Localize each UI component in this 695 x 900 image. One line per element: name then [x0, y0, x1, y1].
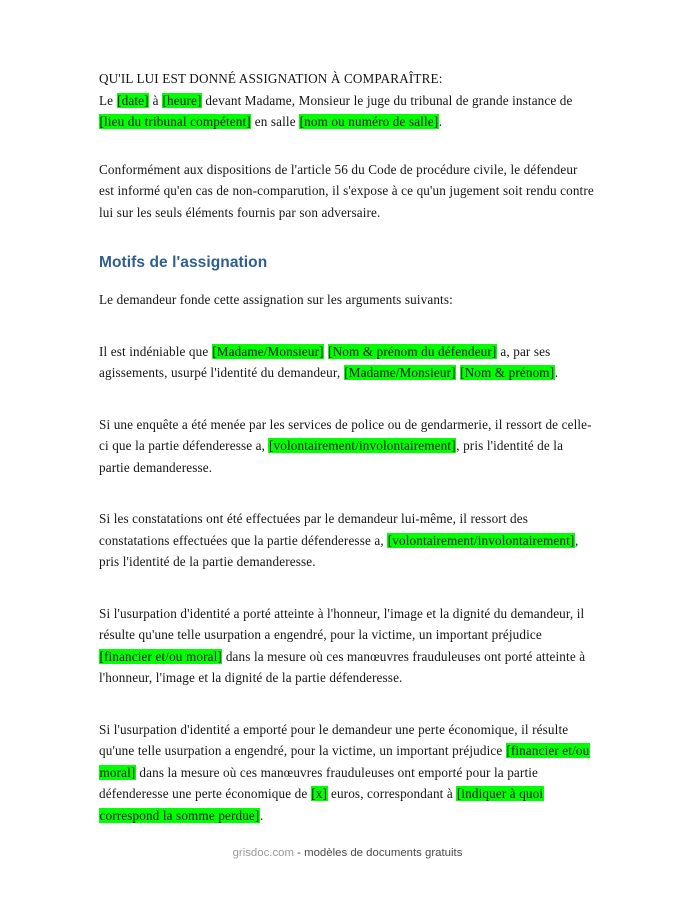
arguments-list	[99, 341, 596, 827]
notice-comparution-paragraph: Conformément aux dispositions de l'article 56 du Code de procédure civile, le défendeur est informé qu'en cas de non-comparution, il s'expose à ce qu'un jugement soit rendu contre lui sur les seuls éléments fournis par son adversaire.	[99, 161, 594, 220]
highlighted-placeholder: [volontairement/involontairement]	[268, 438, 456, 453]
argument-perte-economique: Si l'usurpation d'identité a emporté pour le demandeur une perte économique, il résulte qu'une telle usurpation a engendré, pour la victime, un important préjudice [financier et/ou moral] dans la mesure où ces manœuvres frauduleuses ont emporté pour la partie défenderesse une perte économique de [x] euros, correspondant à [indiquer à quoi correspond la somme perdue].	[99, 721, 590, 823]
footer-site-name: grisdoc.com	[232, 847, 294, 859]
spacer-after-intro	[99, 133, 596, 159]
highlighted-placeholder: [financier et/ou moral]	[99, 648, 222, 664]
spacer-between-arguments	[99, 573, 596, 603]
highlighted-placeholder: [Nom & prénom]	[460, 365, 555, 380]
section-lead-paragraph: Le demandeur fonde cette assignation sur les arguments suivants:	[99, 292, 453, 307]
highlighted-placeholder: [heure]	[162, 92, 202, 108]
spacer-before-arguments	[99, 311, 596, 341]
highlighted-placeholder: [Nom & prénom du défendeur]	[328, 343, 497, 359]
argument-enquete-police: Si une enquête a été menée par les services de police ou de gendarmerie, il ressort de celle-ci que la partie défenderesse a, [volontairement/involontairement], pris l'identité de la partie demanderesse.	[99, 416, 592, 475]
highlighted-placeholder: [x]	[311, 786, 328, 801]
highlighted-placeholder: [nom ou numéro de salle]	[299, 114, 439, 129]
intro-title-line: QU'IL LUI EST DONNÉ ASSIGNATION À COMPARAÎTRE:	[99, 71, 443, 86]
highlighted-placeholder: [indiquer à quoi correspond la somme perdue]	[99, 786, 544, 823]
highlighted-placeholder: [volontairement/involontairement]	[387, 532, 575, 548]
highlighted-placeholder: [date]	[117, 92, 149, 108]
spacer-before-section	[99, 223, 596, 253]
highlighted-placeholder: [financier et/ou moral]	[99, 743, 590, 780]
highlighted-placeholder: [lieu du tribunal compétent]	[99, 114, 251, 129]
spacer-between-arguments	[99, 689, 596, 719]
argument-constatations-demandeur: Si les constatations ont été effectuées par le demandeur lui-même, il ressort des constatations effectuées que la partie défenderesse a, [volontairement/involontairement], pris l'identité de la partie demanderesse.	[99, 511, 579, 569]
argument-atteinte-honneur: Si l'usurpation d'identité a porté atteinte à l'honneur, l'image et la dignité du demandeur, il résulte qu'une telle usurpation a engendré, pour la victime, un important préjudice [financier et/ou moral] dans la mesure où ces manœuvres frauduleuses ont porté atteinte à l'honneur, l'image et la dignité de la partie défenderesse.	[99, 605, 586, 685]
intro-assignation-paragraph: Le [date] à [heure] devant Madame, Monsieur le juge du tribunal de grande instance de [lieu du tribunal compétent] en salle [nom ou numéro de salle].	[99, 92, 573, 129]
page-footer	[0, 846, 695, 861]
spacer-between-arguments	[99, 478, 596, 508]
footer-tagline: - modèles de documents gratuits	[293, 847, 463, 859]
highlighted-placeholder: [Madame/Monsieur]	[212, 343, 324, 359]
argument-usurpation-identite: Il est indéniable que [Madame/Monsieur] [Nom & prénom du défendeur] a, par ses agissements, usurpé l'identité du demandeur, [Madame/Monsieur] [Nom & prénom].	[99, 343, 559, 380]
section-heading-motifs: Motifs de l'assignation	[99, 254, 268, 271]
spacer-after-heading	[99, 273, 596, 289]
spacer-between-arguments	[99, 384, 596, 414]
highlighted-placeholder: [Madame/Monsieur]	[344, 365, 456, 380]
document-body	[99, 68, 596, 826]
